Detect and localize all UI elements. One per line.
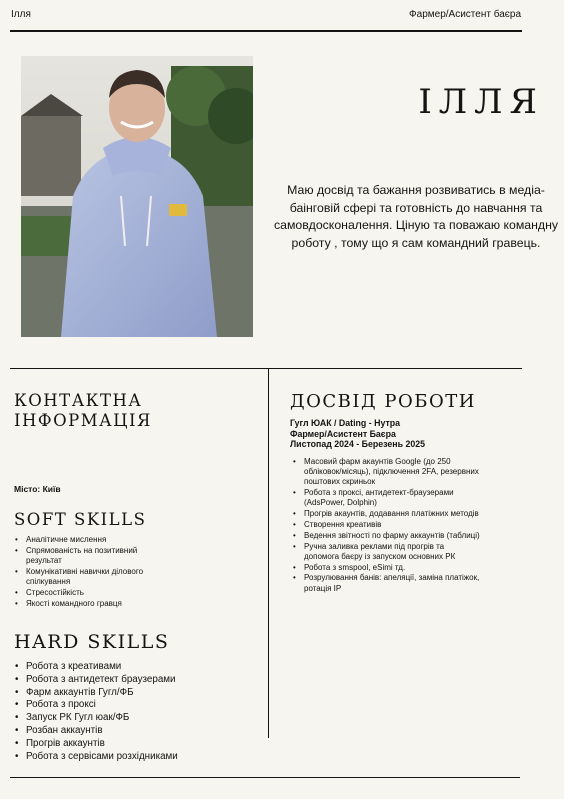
job-company: Гугл ЮАК / Dating - Нутра xyxy=(290,418,401,428)
list-item: • Якості командного гравця xyxy=(13,599,173,609)
header-name: Ілля xyxy=(11,9,31,20)
list-item: • Стресостійкість xyxy=(13,588,173,598)
hard-skills-title: HARD SKILLS xyxy=(14,631,170,653)
list-item: • Робота з сервісами розхідниками xyxy=(13,751,263,764)
list-item: • Прогрів акаунтів, додавання платіжних методів xyxy=(291,509,481,519)
profile-name: ІЛЛЯ xyxy=(418,82,544,122)
list-item: • Спрямованість на позитивний результат xyxy=(13,546,173,567)
list-item: • Ведення звітності по фарму аккаунтів (таблиці) xyxy=(291,531,481,541)
soft-skills-title: SOFT SKILLS xyxy=(14,510,147,529)
job-header xyxy=(290,418,425,450)
list-item: • Робота з проксі, антидетект-браузерами (AdsPower, Dolphin) xyxy=(291,488,481,508)
about-text: Маю досвід та бажання розвиватись в медіа-баінговій сфері та готовність до навчання та самовдосконалення. Ціную та поважаю командну роботу , тому що я сам командний гравець. xyxy=(273,183,559,250)
middle-divider xyxy=(10,368,522,369)
profile-photo xyxy=(21,56,253,337)
list-item: • Аналітичне мислення xyxy=(13,535,173,545)
experience-title: ДОСВІД РОБОТИ xyxy=(290,391,476,412)
city-info: Місто: Київ xyxy=(14,484,61,494)
hard-skills-list xyxy=(13,661,263,763)
list-item: • Масовий фарм акаунтів Google (до 250 обліковок/місяць), підключення 2FA, резервних поштових скриньок xyxy=(291,457,481,488)
experience-list xyxy=(291,457,481,594)
list-item: • Ручна заливка реклами під прогрів та допомога баєру із запуском основних РК xyxy=(291,542,481,562)
list-item: • Робота з smspool, eSimі тд. xyxy=(291,563,481,573)
job-position: Фармер/Асистент Баєра xyxy=(290,428,396,439)
list-item: • Розрулювання банів: апеляції, заміна платіжок, ротація IP xyxy=(291,573,481,593)
bottom-divider xyxy=(10,777,520,778)
list-item: • Комунікативні навички ділового спілкування xyxy=(13,567,173,588)
list-item: • Запуск РК Гугл юак/ФБ xyxy=(13,712,263,725)
column-divider xyxy=(268,368,269,738)
list-item: • Розбан аккаунтів xyxy=(13,725,263,738)
list-item: • Робота з антидетект браузерами xyxy=(13,674,263,687)
list-item: • Створення креативів xyxy=(291,520,481,530)
list-item: • Фарм аккаунтів Гугл/ФБ xyxy=(13,687,263,700)
list-item: • Робота з креативами xyxy=(13,661,263,674)
list-item: • Прогрів аккаунтів xyxy=(13,738,263,751)
contact-title: КОНТАКТНА ІНФОРМАЦІЯ xyxy=(14,391,152,430)
job-period: Листопад 2024 - Березень 2025 xyxy=(290,439,426,450)
soft-skills-list xyxy=(13,535,173,609)
header-role: Фармер/Асистент баєра xyxy=(409,9,521,20)
list-item: • Робота з проксі xyxy=(13,699,263,712)
top-divider xyxy=(10,30,522,32)
